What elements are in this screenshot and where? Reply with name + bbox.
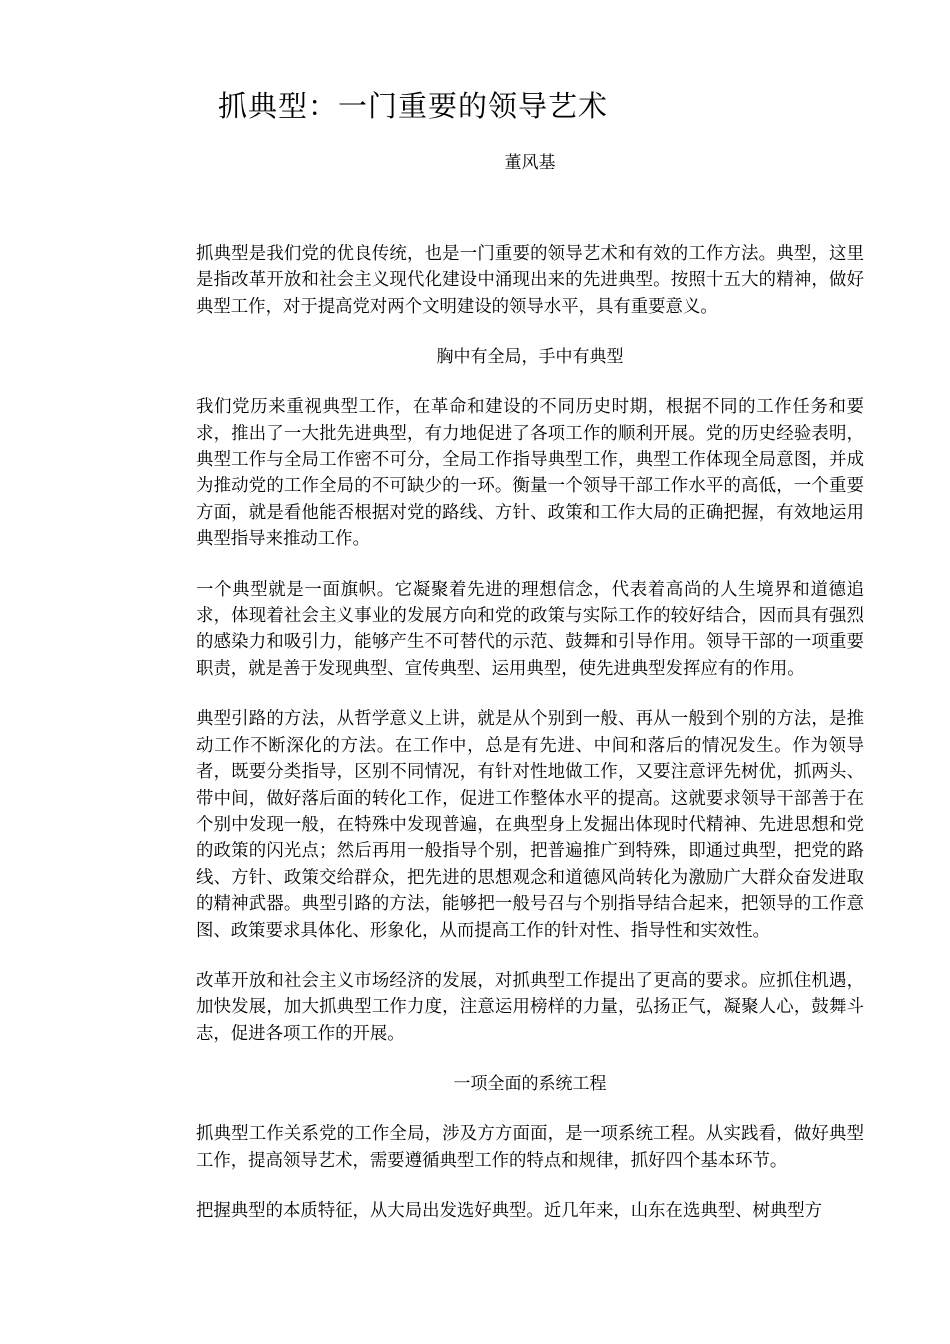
paragraph-select: 把握典型的本质特征，从大局出发选好典型。近几年来，山东在选典型、树典型方 bbox=[196, 1200, 823, 1221]
paragraph-method: 典型引路的方法，从哲学意义上讲，就是从个别到一般、再从一般到个别的方法，是推动工作不断深化的方法。在工作中，总是有先进、中间和落后的情况发生。作为领导者，既要分类指导，区别不同情况，有针对性地做工作，又要注意评先树优，抓两头、带中间，做好落后面的转化工作，促进工作整体水平的提高。这就要求领导干部善于在个别中发现一般，在特殊中发现普遍，在典型身上发掘出体现时代精神、先进思想和党的政策的闪光点；然后再用一般指导个别，把普遍推广到特殊，即通过典型，把党的路线、方针、政策交给群众，把先进的思想观念和道德风尚转化为激励广大群众奋发进取的精神武器。典型引路的方法，能够把一般号召与个别指导结合起来，把领导的工作意图、政策要求具体化、形象化，从而提高工作的针对性、指导性和实效性。 bbox=[196, 709, 864, 941]
paragraph-intro: 抓典型是我们党的优良传统，也是一门重要的领导艺术和有效的工作方法。典型，这里是指改革开放和社会主义现代化建设中涌现出来的先进典型。按照十五大的精神，做好典型工作，对于提高党对两个文明建设的领导水平，具有重要意义。 bbox=[196, 244, 864, 317]
document-body bbox=[196, 241, 864, 1248]
section-heading-2: 一项全面的系统工程 bbox=[453, 1074, 607, 1095]
document-title: 抓典型：一门重要的领导艺术 bbox=[218, 89, 609, 123]
paragraph-system: 抓典型工作关系党的工作全局，涉及方方面面，是一项系统工程。从实践看，做好典型工作，提高领导艺术，需要遵循典型工作的特点和规律，抓好四个基本环节。 bbox=[196, 1124, 864, 1171]
paragraph-history: 我们党历来重视典型工作，在革命和建设的不同历史时期，根据不同的工作任务和要求，推出了一大批先进典型，有力地促进了各项工作的顺利开展。党的历史经验表明，典型工作与全局工作密不可分，全局工作指导典型工作，典型工作体现全局意图，并成为推动党的工作全局的不可缺少的一环。衡量一个领导干部工作水平的高低，一个重要方面，就是看他能否根据对党的路线、方针、政策和工作大局的正确把握，有效地运用典型指导来推动工作。 bbox=[196, 397, 864, 550]
paragraph-banner: 一个典型就是一面旗帜。它凝聚着先进的理想信念，代表着高尚的人生境界和道德追求，体现着社会主义事业的发展方向和党的政策与实际工作的较好结合，因而具有强烈的感染力和吸引力，能够产生不可替代的示范、鼓舞和引导作用。领导干部的一项重要职责，就是善于发现典型、宣传典型、运用典型，使先进典型发挥应有的作用。 bbox=[196, 579, 864, 679]
author-name: 董风基 bbox=[504, 153, 556, 173]
section-heading-1: 胸中有全局，手中有典型 bbox=[436, 347, 624, 368]
paragraph-reform: 改革开放和社会主义市场经济的发展，对抓典型工作提出了更高的要求。应抓住机遇，加快发展，加大抓典型工作力度，注意运用榜样的力量，弘扬正气，凝聚人心，鼓舞斗志，促进各项工作的开展。 bbox=[196, 970, 864, 1044]
